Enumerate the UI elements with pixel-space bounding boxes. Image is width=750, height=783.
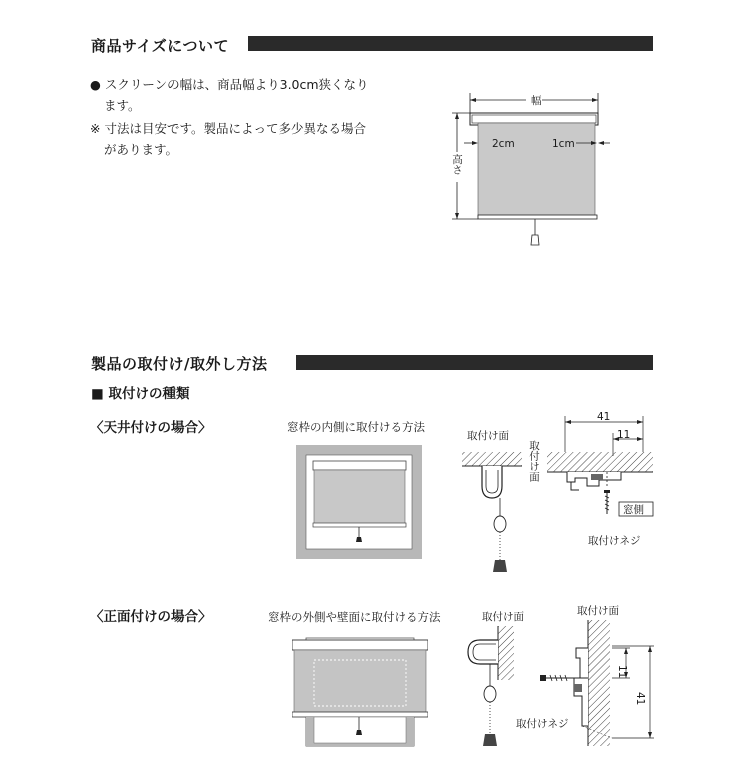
bullet-line-2: ます。 xyxy=(104,98,141,113)
ceiling-screw-label: 取付けネジ xyxy=(588,535,641,547)
ceiling-surface-label-vertical: 取付け面 xyxy=(528,440,540,482)
right-gap-label: 1cm xyxy=(552,138,575,150)
screen-size-diagram xyxy=(440,85,615,260)
front-surface-label-left: 取付け面 xyxy=(482,611,524,623)
ceiling-mount-method: 窓枠の内側に取付ける方法 xyxy=(287,420,425,434)
section-title-install: 製品の取付け/取外し方法 xyxy=(91,355,268,373)
ceiling-mount-window-illustration xyxy=(296,445,422,559)
width-label: 幅 xyxy=(531,95,542,107)
front-mount-heading: 〈正面付けの場合〉 xyxy=(90,609,212,625)
size-note-disclaimer xyxy=(90,118,410,160)
ceiling-dim-41: 41 xyxy=(597,411,611,423)
front-mount-window-illustration xyxy=(292,632,428,748)
section-title-size: 商品サイズについて xyxy=(91,37,230,55)
height-label: 高さ xyxy=(451,154,463,175)
front-dim-41: 41 xyxy=(634,692,646,706)
ceiling-dim-11: 11 xyxy=(617,429,631,441)
front-surface-label-right: 取付け面 xyxy=(577,605,619,617)
front-mount-method: 窓枠の外側や壁面に取付ける方法 xyxy=(268,610,441,624)
ceiling-mount-heading: 〈天井付けの場合〉 xyxy=(90,420,212,436)
front-dim-11: 11 xyxy=(616,665,628,679)
bullet-line-1: ● スクリーンの幅は、商品幅より3.0cm狭くなり xyxy=(90,77,369,92)
disclaimer-line-1: ※ 寸法は目安です。製品によって多少異なる場合 xyxy=(90,121,366,136)
ceiling-surface-label: 取付け面 xyxy=(467,430,509,442)
front-bracket-illustration xyxy=(460,622,530,762)
left-gap-label: 2cm xyxy=(492,138,515,150)
disclaimer-line-2: があります。 xyxy=(104,142,179,157)
install-types-heading: ■ 取付けの種類 xyxy=(91,386,190,402)
front-screw-label: 取付けネジ xyxy=(516,718,569,730)
window-side-label: 窓側 xyxy=(623,504,644,516)
size-note-bullet xyxy=(90,74,410,116)
section-title-bar xyxy=(248,36,653,51)
section-title-bar xyxy=(296,355,653,370)
